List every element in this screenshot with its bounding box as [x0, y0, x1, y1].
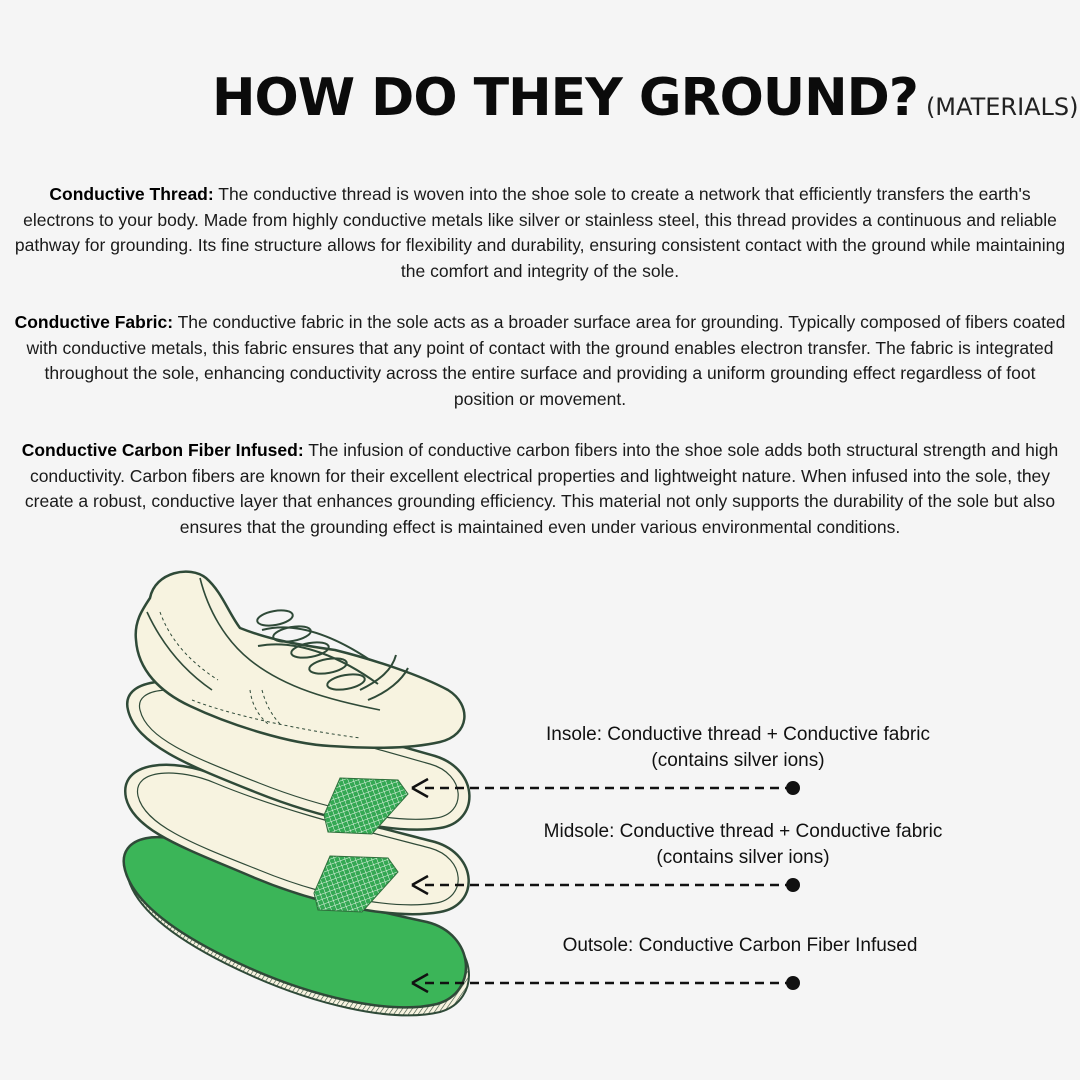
title-sub: (MATERIALS)	[925, 93, 1079, 121]
outsole-arrow	[412, 974, 800, 992]
outsole-label-line1: Outsole: Conductive Carbon Fiber Infused	[562, 935, 918, 956]
shoe-layers-diagram	[0, 560, 1080, 1030]
midsole-arrow	[412, 876, 800, 894]
section-conductive-thread	[14, 182, 1066, 284]
section-text: The infusion of conductive carbon fibers into the shoe sole adds both structural strength and high conductivity. Carbon fibers are known for their excellent electrical properties and lightweight nature. When infused into the sole, they create a robust, conductive layer that enhances grounding efficiency. This material not only supports the durability of the sole but also ensures that the grounding effect is maintained even under various environmental conditions.	[24, 440, 1059, 537]
section-heading: Conductive Carbon Fiber Infused:	[21, 440, 304, 460]
section-heading: Conductive Fabric:	[14, 312, 174, 332]
section-heading: Conductive Thread:	[49, 184, 214, 204]
midsole-label	[508, 819, 978, 871]
insole-label-line2: (contains silver ions)	[651, 750, 825, 771]
section-conductive-fabric	[14, 310, 1066, 412]
midsole-label-line2: (contains silver ions)	[656, 847, 830, 868]
insole-label-line1: Insole: Conductive thread + Conductive fabric	[546, 724, 930, 745]
title-main: HOW DO THEY GROUND?	[212, 68, 918, 128]
section-text: The conductive thread is woven into the shoe sole to create a network that efficiently transfers the earth's electrons to your body. Made from highly conductive metals like silver or stainless steel, this thread provides a continuous and reliable pathway for grounding. Its fine structure allows for flexibility and durability, ensuring consistent contact with the ground while maintaining the comfort and integrity of the sole.	[14, 184, 1066, 281]
page-title	[212, 68, 1079, 128]
midsole-label-line1: Midsole: Conductive thread + Conductive fabric	[543, 821, 943, 842]
insole-label	[508, 722, 968, 774]
outsole-label	[520, 933, 960, 959]
section-carbon-fiber	[14, 438, 1066, 540]
section-text: The conductive fabric in the sole acts as a broader surface area for grounding. Typically composed of fibers coated with conductive metals, this fabric ensures that any point of contact with the ground enables electron transfer. The fabric is integrated throughout the sole, enhancing conductivity across the entire surface and providing a uniform grounding effect regardless of foot position or movement.	[26, 312, 1066, 409]
